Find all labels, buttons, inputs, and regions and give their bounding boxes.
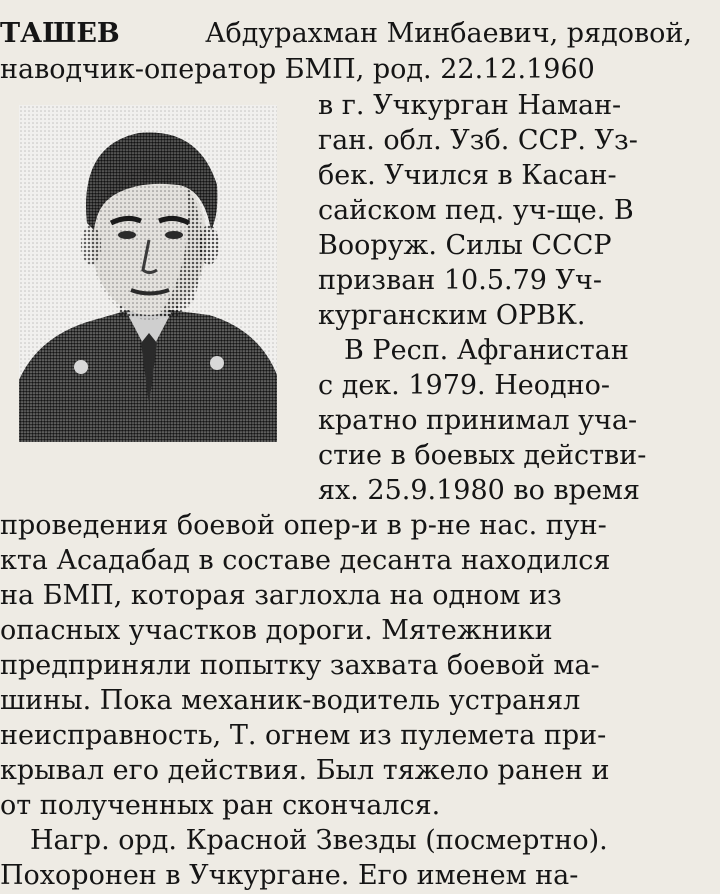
paragraph-start-line: В Респ. Афганистан xyxy=(344,335,629,366)
text-line: на БМП, которая заглохла на одном из xyxy=(0,580,562,611)
text-line: ган. обл. Узб. ССР. Уз- xyxy=(318,125,638,156)
paragraph-start-line: Нагр. орд. Красной Звезды (посмертно). xyxy=(30,825,608,856)
text-line: стие в боевых действи- xyxy=(318,440,647,471)
text-line: шины. Пока механик-водитель устранял xyxy=(0,685,581,716)
text-line: проведения боевой опер-и в р-не нас. пун- xyxy=(0,510,607,541)
text-line: Похоронен в Учкургане. Его именем на- xyxy=(0,860,579,891)
text-line: ях. 25.9.1980 во время xyxy=(318,475,640,506)
text-line: с дек. 1979. Неодно- xyxy=(318,370,611,401)
text-line: опасных участков дороги. Мятежники xyxy=(0,615,553,646)
text-line: кта Асадабад в составе десанта находился xyxy=(0,545,611,576)
entry-heading-line xyxy=(0,16,692,52)
text-line: предприняли попытку захвата боевой ма- xyxy=(0,650,600,681)
text-line: курганским ОРВК. xyxy=(318,300,586,331)
entry-heading-rest: Абдурахман Минбаевич, рядовой, xyxy=(205,18,692,49)
text-line: кратно принимал уча- xyxy=(318,405,638,436)
text-line: призван 10.5.79 Уч- xyxy=(318,265,603,296)
text-line: неисправность, Т. огнем из пулемета при- xyxy=(0,720,607,751)
text-line: от полученных ран скончался. xyxy=(0,790,441,821)
text-line: Вооруж. Силы СССР xyxy=(318,230,612,261)
entry-surname: ТАШЕВ xyxy=(0,18,120,49)
text-line: сайском пед. уч-ще. В xyxy=(318,195,634,226)
text-line: в г. Учкурган Наман- xyxy=(318,90,622,121)
text-line: наводчик-оператор БМП, род. 22.12.1960 xyxy=(0,54,595,85)
text-line: крывал его действия. Был тяжело ранен и xyxy=(0,755,610,786)
text-line: бек. Учился в Касан- xyxy=(318,160,617,191)
